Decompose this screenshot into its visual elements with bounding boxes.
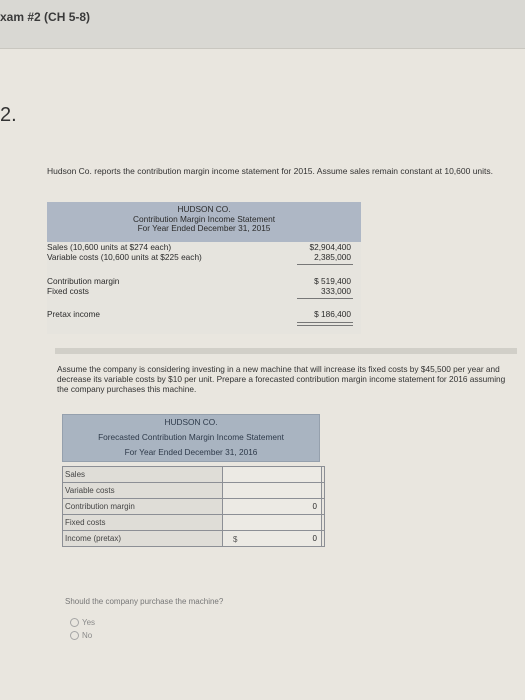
row-label: Contribution margin — [47, 276, 120, 286]
row-label: Sales (10,600 units at $274 each) — [47, 242, 172, 252]
statement-company: HUDSON CO. — [177, 204, 231, 214]
statement-header — [47, 202, 361, 242]
subtotal-rule — [297, 264, 353, 265]
total-double-rule — [297, 325, 353, 326]
row-label: Fixed costs — [47, 286, 89, 296]
forecast-label: Income (pretax) — [63, 531, 223, 547]
row-label: Variable costs (10,600 units at $225 each) — [47, 252, 202, 262]
option-yes-label: Yes — [82, 618, 96, 627]
statement-period: For Year Ended December 31, 2015 — [137, 223, 271, 233]
dollar-sign: $ — [233, 535, 238, 544]
option-no[interactable] — [70, 631, 92, 640]
subtotal-rule — [297, 298, 353, 299]
row-value: $ 519,400 — [314, 276, 351, 286]
row-value: 333,000 — [321, 286, 351, 296]
forecast-header — [62, 414, 320, 462]
contribution-margin-amount: 0 — [222, 498, 322, 515]
forecast-label: Fixed costs — [63, 515, 223, 531]
purchase-question: Should the company purchase the machine? — [65, 597, 224, 606]
row-label: Pretax income — [47, 309, 101, 319]
variable-costs-amount-input[interactable] — [222, 482, 322, 499]
total-rule — [297, 322, 353, 323]
income-pretax-amount: 0 — [222, 530, 322, 547]
forecast-label: Variable costs — [63, 483, 223, 499]
row-value: $ 186,400 — [314, 309, 351, 319]
section-divider — [55, 348, 517, 354]
exam-title: xam #2 (CH 5-8) — [0, 10, 91, 24]
top-bar — [0, 0, 525, 49]
intro-text: Hudson Co. reports the contribution margin income statement for 2015. Assume sales remain constant at 10,600 units. — [47, 166, 494, 176]
row-value: 2,385,000 — [314, 252, 351, 262]
forecast-title: Forecasted Contribution Margin Income Statement — [98, 432, 284, 442]
statement-title: Contribution Margin Income Statement — [132, 213, 276, 224]
forecast-company: HUDSON CO. — [164, 417, 218, 427]
forecast-label: Sales — [63, 467, 223, 483]
radio-yes[interactable] — [70, 618, 79, 627]
income-statement-2015 — [47, 202, 361, 334]
option-no-label: No — [82, 631, 93, 640]
assumption-text: Assume the company is considering investing in a new machine that will increase its fixed costs by $45,500 per year and decrease its variable costs by $10 per unit. Prepare a forecasted contribution margin income statement for 2016 assuming the company purchases this machine. — [57, 364, 506, 394]
radio-no[interactable] — [70, 631, 79, 640]
row-value: $2,904,400 — [309, 242, 351, 252]
question-number: 2. — [0, 104, 17, 126]
forecast-period: For Year Ended December 31, 2016 — [124, 447, 258, 457]
forecast-label: Contribution margin — [63, 499, 223, 515]
sales-amount-input[interactable] — [222, 466, 322, 483]
option-yes[interactable] — [70, 618, 95, 627]
fixed-costs-amount-input[interactable] — [222, 514, 322, 531]
